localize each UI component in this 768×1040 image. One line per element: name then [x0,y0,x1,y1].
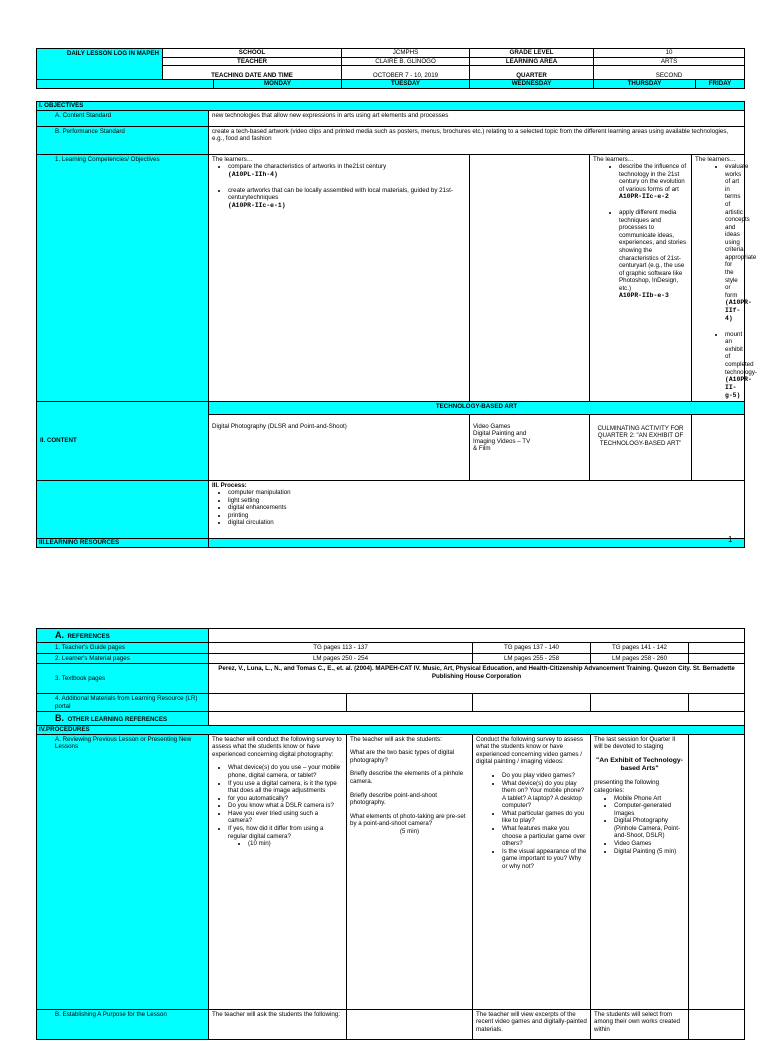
tg-wednesday: TG pages 137 - 140 [473,642,591,653]
survey-question: • What device(s) do you play them on? Your mobile phone? A tablet? A laptop? A desktop computer? [502,780,587,810]
content-heading: II. CONTENT [37,401,209,480]
process-item: • digital enhancements [228,504,741,512]
review-tue-question: Briefly describe point-and-shoot photography. [350,791,438,807]
date-value: OCTOBER 7 - 10, 2019 [342,66,470,80]
objectives-heading: I. OBJECTIVES [37,102,745,111]
survey-question: • If yes, how did it differ from using a regular digital camera? [228,825,343,840]
review-thu-categories-intro: presenting the following categories: [594,779,660,794]
exhibit-category: • Computer-generated Images [614,802,685,817]
thu-competency-1: • evaluate works of art in terms of artistic concepts and ideas using criteria appropriate for the style or form (A10PR-IIf-4) [725,163,741,323]
additional-wednesday [473,694,591,712]
review-wednesday [473,734,591,1009]
performance-standard-label: B. Performance Standard [37,126,209,154]
review-wed-intro: Conduct the following survey to assess what the students know or have experienced concerning video games / digital painting / imaging videos: [476,735,583,766]
day-header-blank [37,80,214,89]
review-thursday [591,734,689,1009]
performance-standard-text: create a tech-based artwork (video clips and printed media such as posters, menus, brochures etc.) relating to a selected topic from the different learning areas using available technologies, e.g., food and fashion [209,126,745,154]
lm-monday: LM pages 250 - 254 [209,653,473,664]
school-label: SCHOOL [163,49,342,58]
process-item: • digital circulation [228,519,741,527]
review-tue-question: What are the two basic types of digital photography? [350,749,455,764]
process-item: • light setting [228,497,741,505]
mon-competency-2: • create artworks that can be locally assembled with local materials, guided by 21st-centurytechniques (A10PR-IIc-e-1) [228,187,466,210]
process-cell [209,480,745,538]
teacher-label: TEACHER [163,57,342,66]
purpose-tuesday [347,1009,473,1039]
exhibit-title: "An Exhibit of Technology-based Arts" [596,756,683,773]
day-tuesday: TUESDAY [342,80,470,89]
grade-label: GRADE LEVEL [470,49,594,58]
review-tuesday [347,734,473,1009]
wed-competency-2: • apply different media techniques and processes to communicate ideas, experiences, and stories showing the characteristics of 21st-centuryart (e.g., the use of graphic software like Photoshop, InDesign, etc.) A10PR-IIb-e-3 [619,209,688,300]
textbook-label: 3. Textbook pages [37,664,209,694]
content-thursday: CULMINATING ACTIVITY FOR QUARTER 2: "AN EXHIBIT OF TECHNOLOGY-BASED ART" [590,414,692,480]
lesson-log-header-table [36,48,745,89]
quarter-label: QUARTER [470,66,594,80]
survey-question: • Have you ever tried using such a camera? [228,810,343,825]
competencies-wednesday [590,154,692,401]
other-references-heading: B. OTHER LEARNING REFERENCES [37,712,209,726]
survey-question: • If you use a digital camera, is it the type that does all the image adjustments [228,780,343,795]
purpose-thursday: The students will select from among their own works created within [591,1009,689,1039]
mon-intro: The learners… [212,155,253,163]
lm-thursday: LM pages 258 - 260 [591,653,689,664]
thu-intro: The learners… [695,155,736,163]
process-title: III. Process: [212,481,247,489]
additional-materials-label: 4. Additional Materials from Learning Resource (LR) portal [37,694,209,712]
tg-monday: TG pages 113 - 137 [209,642,473,653]
additional-thursday [591,694,689,712]
procedures-heading: IV.PROCEDURES [37,726,745,735]
review-tue-intro: The teacher will ask the students: [350,735,442,743]
process-item: • computer manipulation [228,489,741,497]
review-friday [689,734,745,1009]
other-references-blank [209,712,745,726]
additional-tuesday [347,694,473,712]
references-procedures-table [36,628,745,1040]
objectives-table [36,101,757,548]
survey-question: • Do you play video games? [502,772,587,780]
date-label: TEACHING DATE AND TIME [163,66,342,80]
exhibit-category: • Digital Photography (Pinhole Camera, Point-and-Shoot, DSLR) [614,817,685,840]
purpose-friday [689,1009,745,1039]
day-monday: MONDAY [214,80,342,89]
day-wednesday: WEDNESDAY [470,80,594,89]
competencies-tuesday [470,154,590,401]
review-tue-question: Briefly describe the elements of a pinhole camera. [350,770,464,785]
mon-competency-1: • compare the characteristics of artworks in the21st century (A10PL-IIh-4) [228,163,466,178]
thu-competency-2: • mount an exhibit of completed technology- (A10PR-II-g-5) [725,331,741,400]
additional-monday [209,694,347,712]
review-thu-intro: The last session for Quarter II will be devoted to staging [594,735,676,751]
reviewing-label: A. Reviewing Previous Lesson or Presenting New Lessons [37,734,209,1009]
additional-friday [689,694,745,712]
survey-question: • Do you know what a DSLR camera is? [228,802,343,810]
competencies-thursday [692,154,757,401]
competencies-monday [209,154,470,401]
content-standard-label: A. Content Standard [37,110,209,126]
survey-question: • What features make you choose a particular game over others? [502,825,587,848]
area-label: LEARNING AREA [470,57,594,66]
content-friday [692,414,745,480]
review-tue-time: (5 min) [399,827,420,835]
day-thursday: THURSDAY [594,80,696,89]
process-item: • printing [228,512,741,520]
references-heading: A. REFERENCES [37,629,209,643]
process-label-cell [37,480,209,538]
area-value: ARTS [594,57,745,66]
review-mon-time: • (10 min) [248,840,343,848]
exhibit-category: • Digital Painting (5 min) [614,848,685,856]
wed-competency-1: • describe the influence of technology in the 21st century on the evolution of various forms of art A10PR-IIc-e-2 [619,163,688,201]
survey-question: • What device(s) do you use – your mobile phone, digital camera, or tablet? [228,764,343,779]
survey-question: • Is the visual appearance of the game important to you? Why or why not? [502,848,587,871]
log-title: DAILY LESSON LOG IN MAPEH [37,49,163,80]
textbook-citation: Perez, V., Luna, L., N., and Tomas C., E., et. al. (2004). MAPEH-CAT IV. Music, Art, Physical Education, and Health-Citizenship Advancement Training. Quezon City. St. Bernadette Publishing House Corporation [209,664,745,694]
teacher-value: CLAIRE B. GLINOGO [342,57,470,66]
technology-based-art-band: TECHNOLOGY-BASED ART [209,401,745,414]
exhibit-category: • Mobile Phone Art [614,795,685,803]
day-friday: FRIDAY [696,80,745,89]
grade-value: 10 [594,49,745,58]
tg-thursday: TG pages 141 - 142 [591,642,689,653]
review-monday [209,734,347,1009]
learning-resources-band [209,538,745,547]
page-number: 1 [728,535,733,544]
content-standard-text: new technologies that allow new expressions in arts using art elements and processes [209,110,745,126]
tg-friday [689,642,745,653]
purpose-label: B. Establishing A Purpose for the Lesson [37,1009,209,1039]
content-monday: Digital Photography (DLSR and Point-and-Shoot) [209,414,470,480]
teachers-guide-label: 1. Teacher's Guide pages [37,642,209,653]
quarter-value: SECOND [594,66,745,80]
purpose-wednesday: The teacher will view excerpts of the recent video games and digitally-painted materials. [473,1009,591,1039]
review-mon-intro: The teacher will conduct the following survey to assess what the students know or have experienced concerning digital photography: [212,735,342,758]
lm-friday [689,653,745,664]
survey-question: • What particular games do you like to play? [502,810,587,825]
wed-intro: The learners… [593,155,634,163]
content-wednesday: Video Games Digital Painting and Imaging Videos – TV & Film [470,414,590,480]
learning-resources-heading: III.LEARNING RESOURCES [37,538,209,547]
review-tue-question: What elements of photo-taking are pre-set by a point-and-shoot camera? [350,812,466,828]
exhibit-category: • Video Games [614,840,685,848]
learners-material-label: 2. Learner's Material pages [37,653,209,664]
school-value: JCMPHS [342,49,470,58]
competencies-label: 1. Learning Competencies/ Objectives [37,154,209,401]
purpose-monday: The teacher will ask the students the following: [209,1009,347,1039]
survey-question: • for you automatically? [228,795,343,803]
lm-wednesday: LM pages 255 - 258 [473,653,591,664]
references-blank [209,629,745,643]
